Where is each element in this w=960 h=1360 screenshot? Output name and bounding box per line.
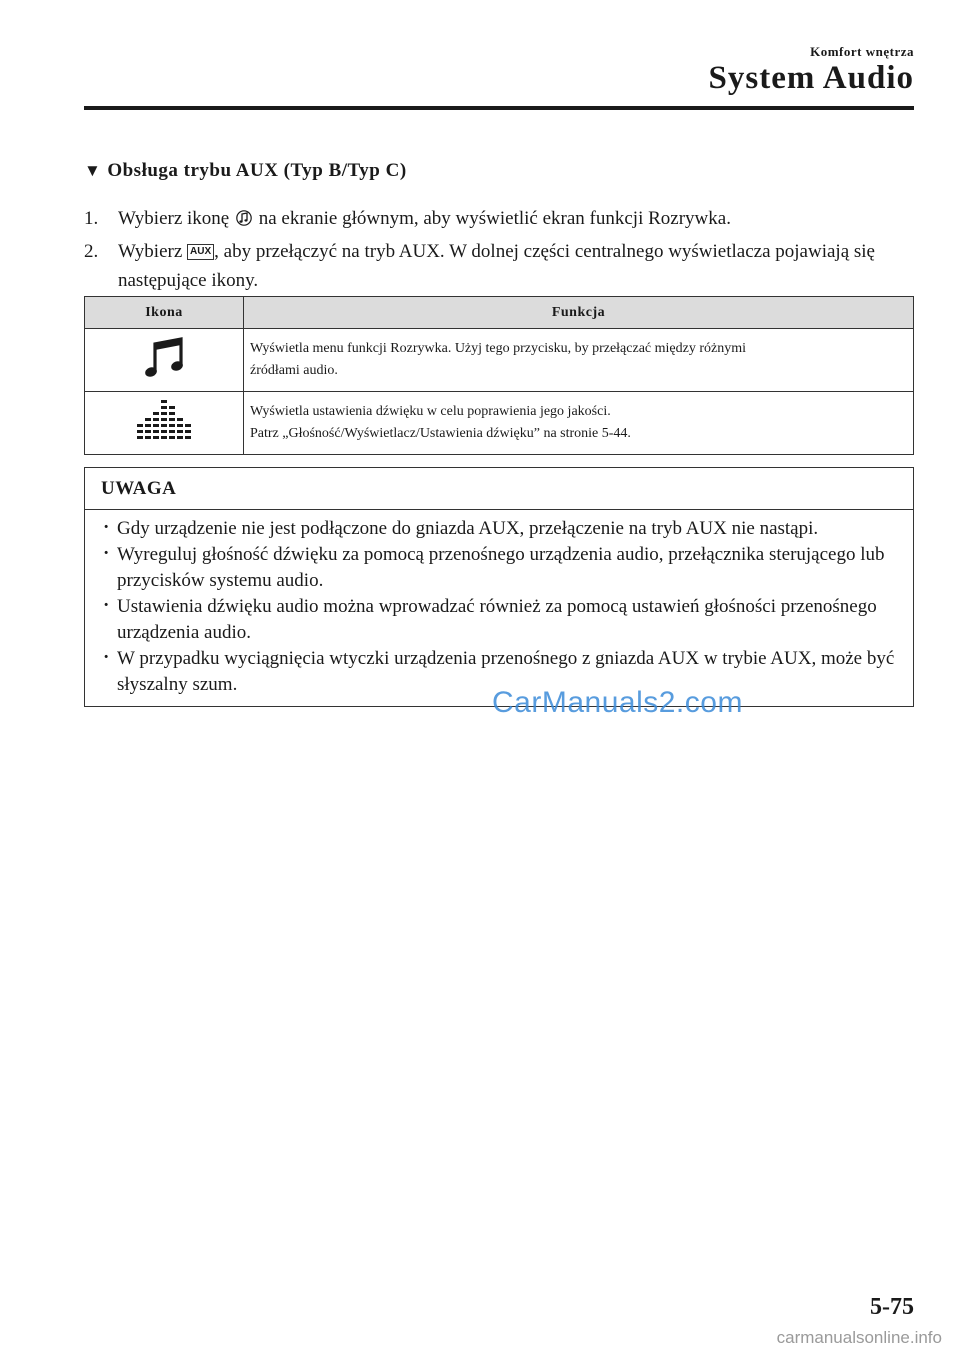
header-section-label: Komfort wnętrza (810, 44, 914, 59)
section-heading-text: Obsługa trybu AUX (Typ B/Typ C) (107, 160, 407, 181)
table-header-icon: Ikona (85, 297, 244, 329)
music-note-icon (141, 370, 187, 385)
step-item (84, 204, 914, 237)
page-number: 5-75 (870, 1294, 914, 1320)
step-text-after: , aby przełączyć na tryb AUX. W dolnej części centralnego wyświetlacza pojawiają się następujące ikony. (118, 241, 875, 291)
step-text-before: Wybierz ikonę (118, 208, 234, 229)
list-item: · W przypadku wyciągnięcia wtyczki urządzenia przenośnego z gniazda AUX w trybie AUX, może być słyszalny szum. (99, 646, 901, 698)
table-row (85, 329, 914, 392)
table-cell-icon (85, 329, 244, 392)
table-header-row (85, 297, 914, 329)
list-item: · Ustawienia dźwięku audio można wprowadzać również za pomocą ustawień głośności przenośnego urządzenia audio. (99, 594, 901, 646)
note-title: UWAGA (85, 468, 913, 510)
equalizer-icon (134, 433, 194, 448)
header-rule (84, 106, 914, 110)
table-cell-function (244, 329, 914, 392)
note-box (84, 467, 914, 707)
table-cell-function (244, 392, 914, 455)
function-line: Patrz „Głośność/Wyświetlacz/Ustawienia dźwięku” na stronie 5-44. (250, 426, 631, 441)
step-number: 1. (84, 208, 99, 229)
table-row (85, 392, 914, 455)
icon-function-table (84, 296, 914, 455)
footer-site-link[interactable]: carmanualsonline.info (776, 1328, 942, 1347)
aux-button-icon: AUX (187, 244, 214, 260)
page-title: System Audio (708, 60, 914, 96)
section-heading (84, 160, 407, 182)
watermark: CarManuals2.com (492, 686, 743, 719)
step-text-before: Wybierz (118, 241, 188, 262)
function-line: Wyświetla menu funkcji Rozrywka. Użyj tego przycisku, by przełączać między różnymi (250, 341, 746, 356)
list-item: · Wyreguluj głośność dźwięku za pomocą przenośnego urządzenia audio, przełącznika sterującego lub przycisków systemu audio. (99, 542, 901, 594)
step-item (84, 237, 914, 295)
function-line: źródłami audio. (250, 363, 338, 378)
list-item: · Gdy urządzenie nie jest podłączone do gniazda AUX, przełączenie na tryb AUX nie nastąpi. (99, 516, 901, 542)
note-list (85, 510, 913, 706)
step-text-after: na ekranie głównym, aby wyświetlić ekran funkcji Rozrywka. (253, 208, 731, 229)
step-number: 2. (84, 241, 99, 262)
function-line: Wyświetla ustawienia dźwięku w celu poprawienia jego jakości. (250, 404, 611, 419)
steps-list (84, 204, 914, 295)
music-note-icon (236, 208, 252, 237)
table-cell-icon (85, 392, 244, 455)
table-header-function: Funkcja (244, 297, 914, 329)
triangle-marker-icon: ▼ (84, 161, 102, 180)
